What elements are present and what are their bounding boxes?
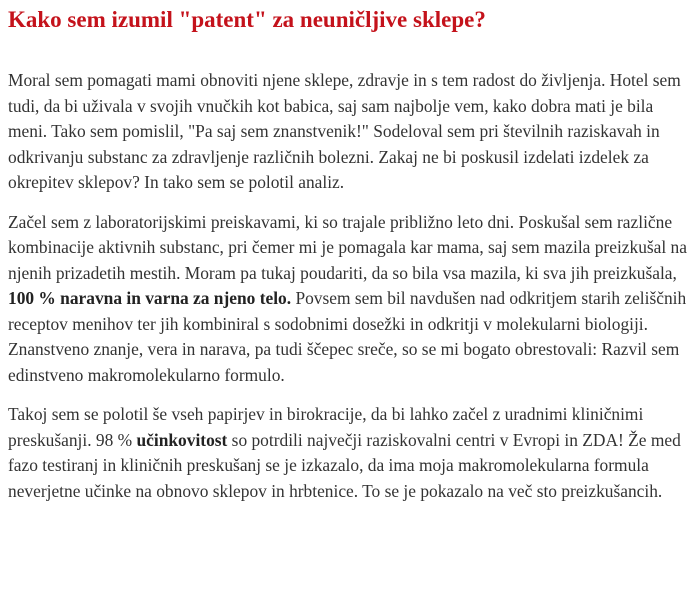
article-paragraph-3 [8,402,692,504]
article-paragraph-1: Moral sem pomagati mami obnoviti njene sklepe, zdravje in s tem radost do življenja. Hotel sem tudi, da bi uživala v svojih vnučkih kot babica, saj sam najbolje vem, kako dobra mati je bila meni. Tako sem pomislil, "Pa saj sem znanstvenik!" Sodeloval sem pri številnih raziskavah in odkrivanju substanc za zdravljenje različnih bolezni. Zakaj ne bi poskusil izdelati izdelek za okrepitev sklepov? In tako sem se polotil analiz. [8,70,681,192]
article-title: Kako sem izumil "patent" za neuničljive sklepe? [8,7,486,32]
paragraph-2-text-end: Povsem sem bil navdušen nad odkritjem starih zeliščnih receptov menihov ter jih kombiniral s sodobnimi dosežki in odkritji v molekularni biologiji. Znanstveno znanje, vera in narava, pa tudi ščepec sreče, so se mi bogato obrestovali: Razvil sem edinstveno makromolekularno formulo. [8,288,687,385]
paragraph-3-bold-effectiveness: učinkovitost [136,429,228,450]
article-paragraph-2 [8,210,692,389]
paragraph-2-text-start: Začel sem z laboratorijskimi preiskavami, ki so trajale približno leto dni. Poskušal sem različne kombinacije aktivnih substanc, pri čemer mi je pomagala kar mama, saj sem mazila preizkušal na njenih prizadetih mestih. Moram pa tukaj poudariti, da so bila vsa mazila, ki sva jih preizkušala, [8,211,687,283]
paragraph-3-text-end: so potrdili največji raziskovalni centri v Evropi in ZDA! Že med fazo testiranj in kliničnih preskušanj se je izkazalo, da ima moja makromolekularna formula neverjetne učinke na obnovo sklepov in hrbtenice. To se je pokazalo na več sto preizkušancih. [8,429,681,501]
paragraph-3-text-start: Takoj sem se polotil še vseh papirjev in birokracije, da bi lahko začel z uradnimi kliničnimi preskušanji. 98 % [8,404,644,450]
paragraph-2-bold-claim: 100 % naravna in varna za njeno telo. [8,288,292,308]
